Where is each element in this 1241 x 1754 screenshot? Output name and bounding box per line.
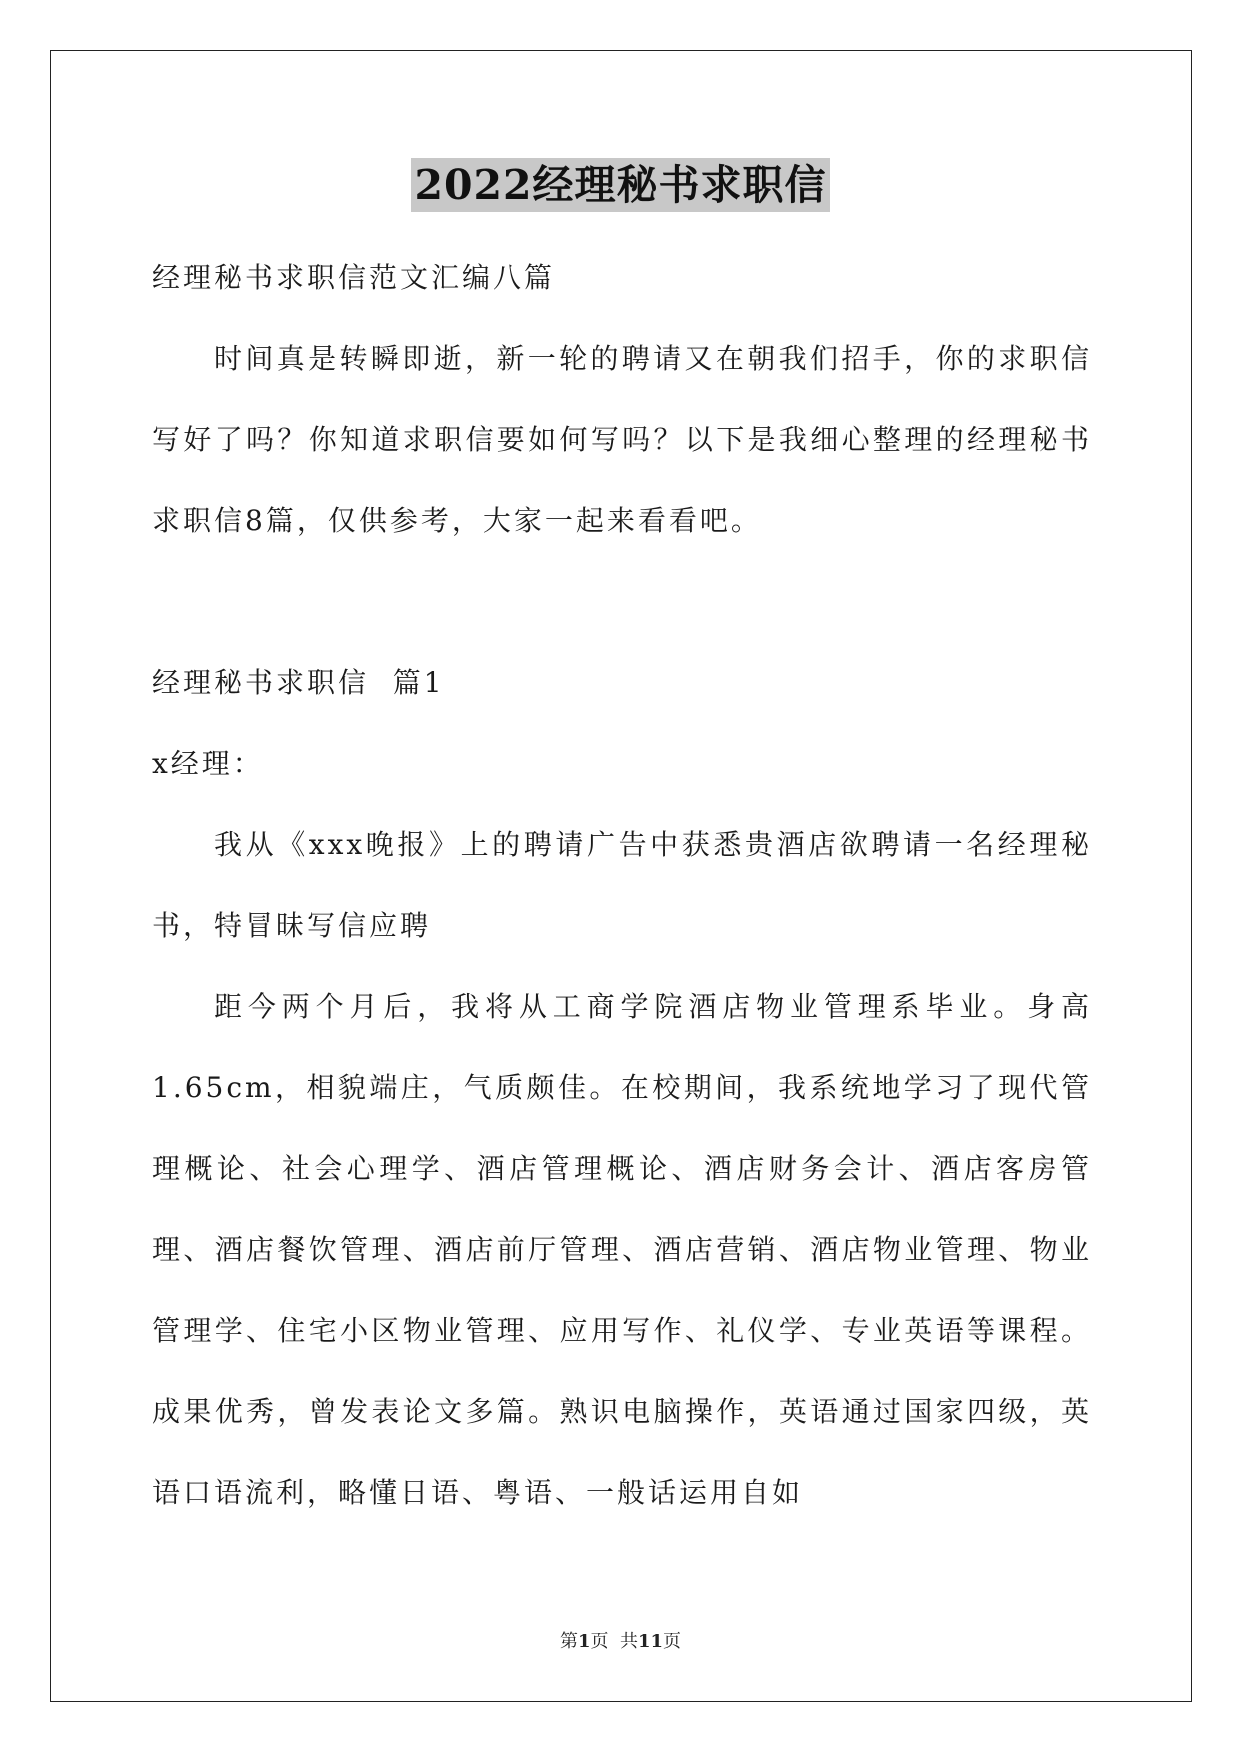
paragraph-spacer <box>152 561 1092 642</box>
body-paragraph: 距今两个月后，我将从工商学院酒店物业管理系毕业。身高1.65cm，相貌端庄，气质颇佳。在校期间，我系统地学习了现代管理概论、社会心理学、酒店管理概论、酒店财务会计、酒店客房管理、酒店餐饮管理、酒店前厅管理、酒店营销、酒店物业管理、物业管理学、住宅小区物业管理、应用写作、礼仪学、专业英语等课程。成果优秀，曾发表论文多篇。熟识电脑操作，英语通过国家四级，英语口语流利，略懂日语、粤语、一般话运用自如 <box>152 990 1092 1509</box>
body-paragraph: 我从《xxx晚报》上的聘请广告中获悉贵酒店欲聘请一名经理秘书，特冒昧写信应聘 <box>152 828 1092 942</box>
document-subtitle: 经理秘书求职信范文汇编八篇 <box>152 261 556 294</box>
salutation: x经理： <box>152 747 264 780</box>
footer-prefix: 第 <box>559 1631 578 1652</box>
intro-paragraph: 时间真是转瞬即逝，新一轮的聘请又在朝我们招手，你的求职信写好了吗？你知道求职信要如何写吗？以下是我细心整理的经理秘书求职信8篇，仅供参考，大家一起来看看吧。 <box>152 342 1092 537</box>
section-heading: 经理秘书求职信 篇1 <box>152 666 445 699</box>
current-page-number: 1 <box>577 1631 591 1652</box>
footer-suffix: 页 <box>663 1631 682 1652</box>
footer-mid: 页 共 <box>590 1631 638 1652</box>
document-body <box>152 237 1092 1533</box>
title-container <box>0 158 1241 212</box>
page-footer <box>0 1630 1241 1654</box>
total-pages-number: 11 <box>637 1631 664 1652</box>
document-title: 2022经理秘书求职信 <box>411 158 829 212</box>
